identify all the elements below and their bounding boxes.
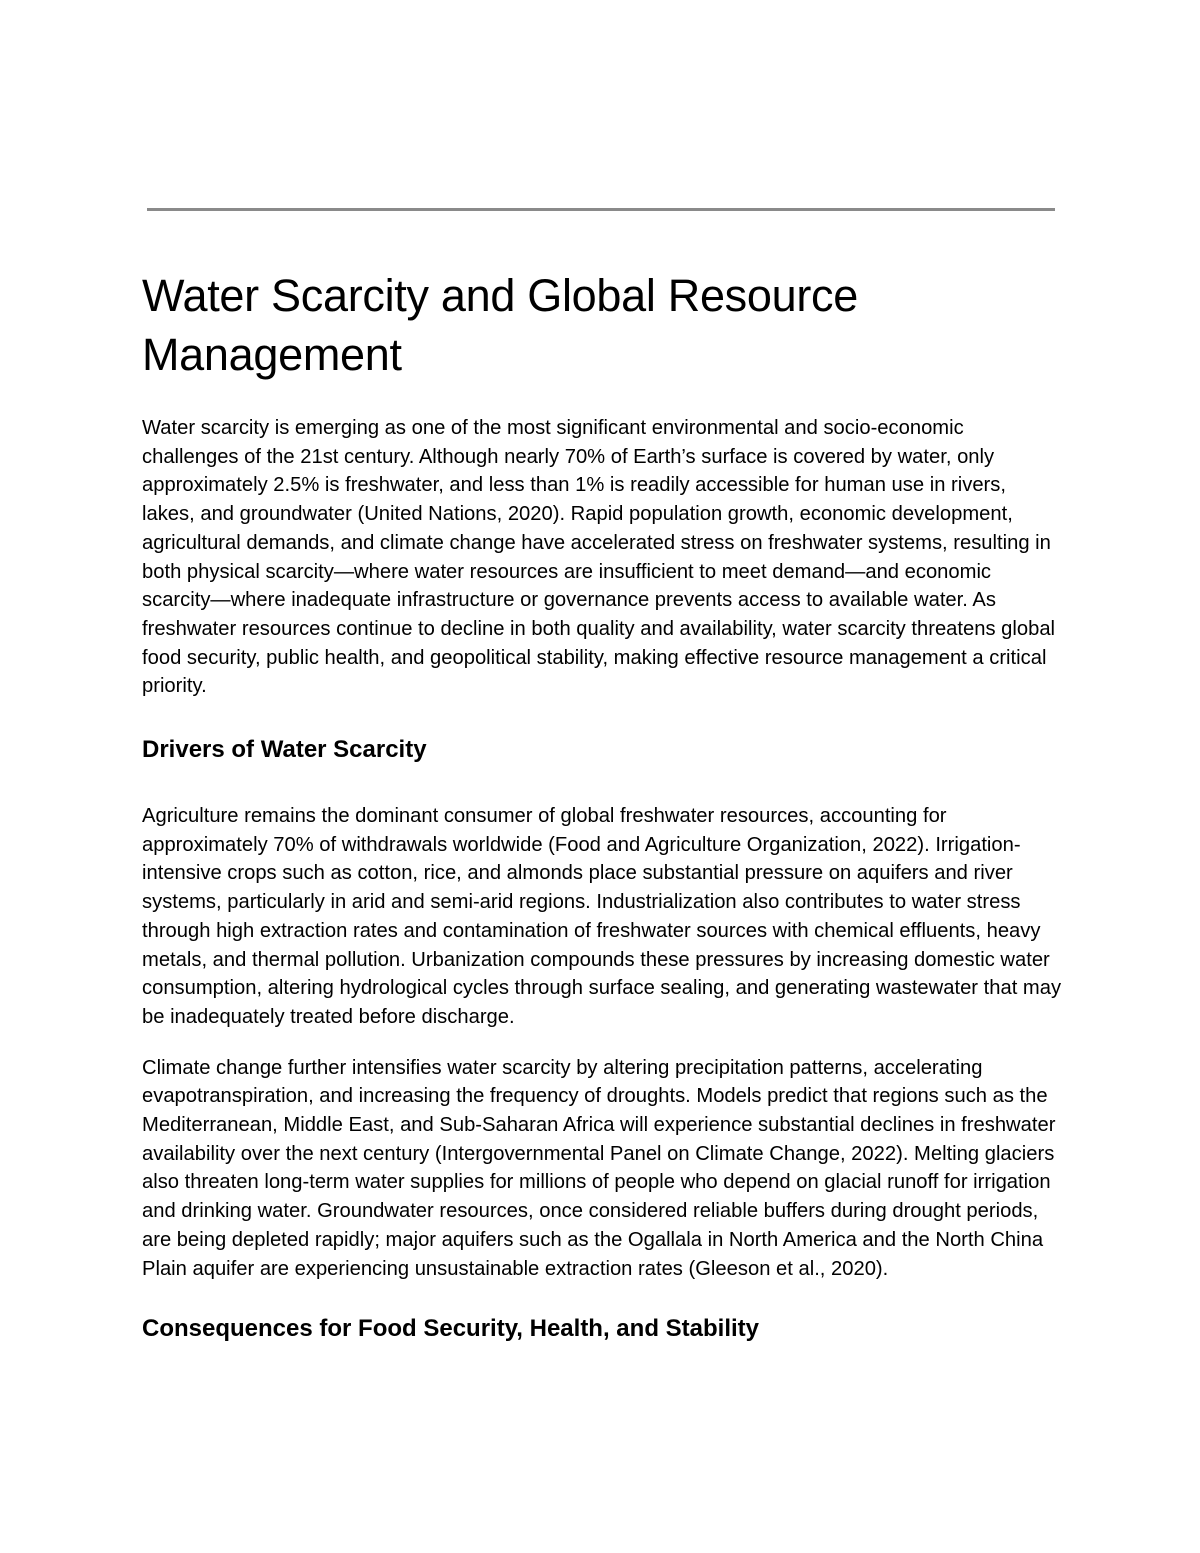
- section-heading-consequences: Consequences for Food Security, Health, and Stability: [142, 1315, 759, 1343]
- intro-paragraph: Water scarcity is emerging as one of the most significant environmental and socio-economic challenges of the 21st century. Although nearly 70% of Earth’s surface is covered by water, only approximately 2.5% is freshwater, and less than 1% is readily accessible for human use in rivers, lakes, and groundwater (United Nations, 2020). Rapid population growth, economic development, agricultural demands, and climate change have accelerated stress on freshwater systems, resulting in both physical scarcity—where water resources are insufficient to meet demand—and economic scarcity—where inadequate infrastructure or governance prevents access to available water. As freshwater resources continue to decline in both quality and availability, water scarcity threatens global food security, public health, and geopolitical stability, making effective resource management a critical priority.: [142, 417, 1056, 698]
- drivers-paragraph-2: Climate change further intensifies water scarcity by altering precipitation patterns, accelerating evapotranspiration, and increasing the frequency of droughts. Models predict that regions such as the Mediterranean, Middle East, and Sub-Saharan Africa will experience substantial declines in freshwater availability over the next century (Intergovernmental Panel on Climate Change, 2022). Melting glaciers also threaten long-term water supplies for millions of people who depend on glacial runoff for irrigation and drinking water. Groundwater resources, once considered reliable buffers during drought periods, are being depleted rapidly; major aquifers such as the Ogallala in North America and the North China Plain aquifer are experiencing unsustainable extraction rates (Gleeson et al., 2020).: [142, 1056, 1056, 1280]
- horizontal-divider: [147, 208, 1055, 211]
- document-title: Water Scarcity and Global Resource Management: [142, 270, 858, 380]
- document-body: [142, 266, 1064, 1345]
- section-heading-drivers: Drivers of Water Scarcity: [142, 736, 427, 764]
- drivers-paragraph-1: Agriculture remains the dominant consumer of global freshwater resources, accounting for approximately 70% of withdrawals worldwide (Food and Agriculture Organization, 2022). Irrigation-intensive crops such as cotton, rice, and almonds place substantial pressure on aquifers and river systems, particularly in arid and semi-arid regions. Industrialization also contributes to water stress through high extraction rates and contamination of freshwater sources with chemical effluents, heavy metals, and thermal pollution. Urbanization compounds these pressures by increasing domestic water consumption, altering hydrological cycles through surface sealing, and generating wastewater that may be inadequately treated before discharge.: [142, 805, 1062, 1028]
